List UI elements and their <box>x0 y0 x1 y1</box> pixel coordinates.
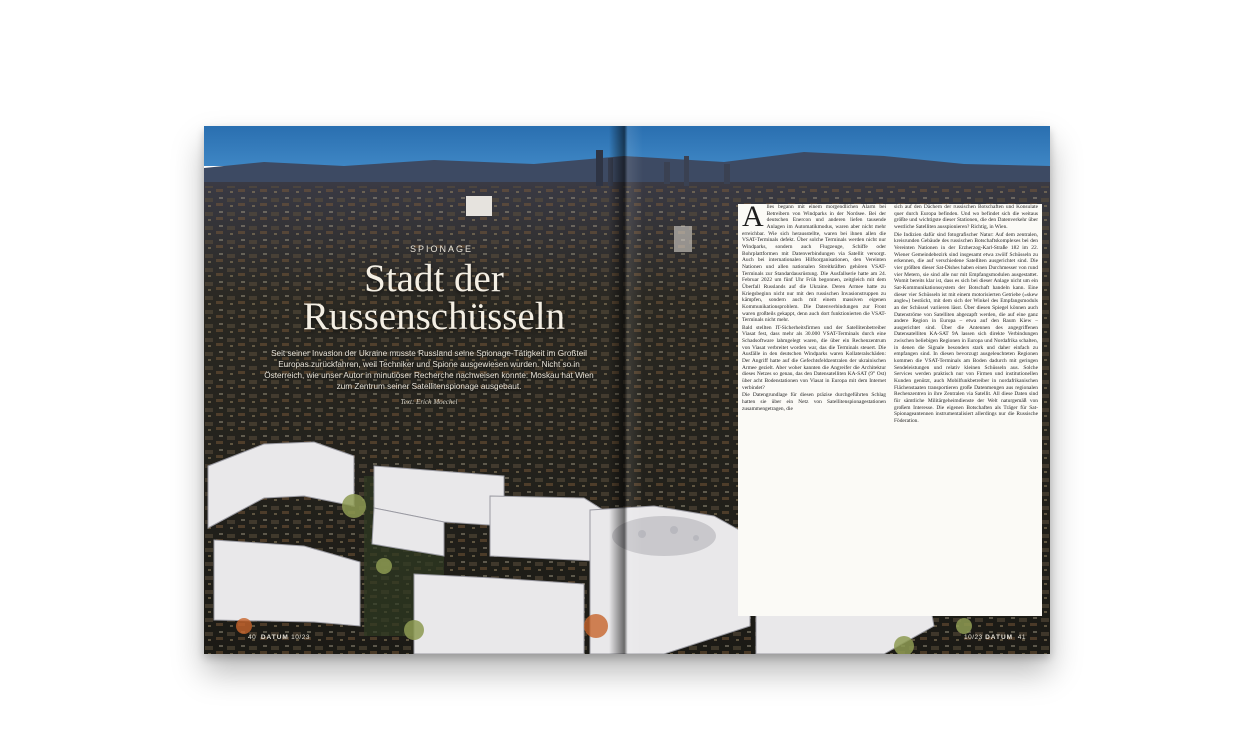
brand-logo: DATUM <box>985 634 1014 641</box>
paragraph-text: lles begann mit einem morgendlichen Alarm bei Betreibern von Windparks in der Nordsee. Bei der deutschen Enercon und anderen liefen tausende Anlagen im Automatikmodus, waren aber nicht mehr erreichbar. Wie sich herausstellte, waren bei ihnen allen die VSAT-Terminals defekt. Über solche Terminals werden nicht nur Windparks, sondern auch Flugzeuge, Schiffe oder Bohrplattformen mit Datenverbindungen via Satellit versorgt. Auch bei internationalen Hilfsorganisationen, den Vereinten Nationen und allen nationalen Streitkräften gehören VSAT-Terminals zur Standardausrüstung. Die Ausfallserie hatte am 24. Februar 2022 um fünf Uhr Früh begonnen, zeitgleich mit dem Überfall Russlands auf die Ukraine. Deren Armee hatte zu Kriegsbeginn nicht nur mit den russischen Invasionstruppen zu kämpfen, sondern auch mit einem massiven eigenen Kommunikationsproblem. Die Datenverbindungen zur Front waren großteils gekappt, denn auch dort funktionierten die VSAT-Terminals nicht mehr. <box>742 204 886 324</box>
paragraph: Die Datengrundlage für diesen präzise durchgeführten Schlag hatten sie über ein Netz von Satellitenspionagestationen zusammengetragen, die <box>742 392 886 412</box>
paragraph: sich auf den Dächern der russischen Botschaften und Konsulate quer durch Europa befinden. Und wo befindet sich die weitaus größte und wichtigste dieser Stationen, die den Datenverkehr über westliche Satelliten ausspionieren? Richtig, in Wien. <box>894 204 1038 230</box>
title-line-2: Russenschüsseln <box>302 295 566 338</box>
body-text-box <box>738 204 1042 616</box>
article-title <box>294 257 574 338</box>
brand-logo: DATUM <box>260 634 289 641</box>
issue-number: 10/23 <box>964 634 983 641</box>
left-folio <box>248 634 310 641</box>
page-number: 41 <box>1017 634 1026 641</box>
text-column-2 <box>894 204 1038 616</box>
article-lede: Seit seiner Invasion der Ukraine musste Russland seine Spionage-Tätigkeit im Großteil Europas zurückfahren, weil Techniker und Spione ausgewiesen wurden. Nicht so in Österreich, wie unser Autor in minutiöser Recherche nachweisen konnte: Moskau hat Wien zum Zentrum seiner Satellitenspionage ausgebaut. <box>264 349 594 391</box>
article-byline: Text: Erich Moechel <box>400 398 458 406</box>
text-column-1 <box>742 204 886 616</box>
drop-cap: A <box>742 204 764 233</box>
right-folio <box>964 634 1026 641</box>
spread-gutter <box>609 126 643 654</box>
title-line-1: Stadt der <box>364 257 504 300</box>
paragraph: Die Indizien dafür sind fotografischer Natur: Auf dem zentralen, kreisrunden Gebäude des russischen Botschaftskomplexes bei den Vereinten Nationen in der Erzherzog-Karl-Straße 182 im 22. Wiener Gemeindebezirk sind insgesamt etwa zwölf Schüsseln zu erkennen, die auf verschiedene Satelliten ausgerichtet sind. Die vier größten dieser Sat-Dishes haben einen Durchmesser von rund vier Metern, sie sind alle nur mit Empfangsmodulen ausgestattet. Womit bereits klar ist, dass es sich bei dieser Anlage nicht um ein Sat-Kommunikationssystem der Botschaft handeln kann. Eine dieser vier Schüsseln ist mit einem motorisierten Getriebe (»skew angle«) bestückt, mit dem sich der Winkel des Empfangsmoduls an der Schüssel variieren lässt. Über diesen Spiegel können auch Datenströme von Satelliten abgezapft werden, die auf eine ganz andere Region in Europa – etwa auf den Raum Kiew – ausgerichtet sind. Über die Antennen des angegriffenen Datensatelliten KA-SAT 9A lassen sich direkte Verbindungen zwischen beliebigen Regionen in Europa und Nordafrika schalten, in denen die Signale besonders stark und daher einfach zu empfangen sind. In diesen bevorzugt ausgeleuchteten Regionen kommen die VSAT-Terminals am Boden dadurch mit geringen Sendeleistungen und relativ kleinen Schüsseln aus. Solche Services werden praktisch nur von Firmen und institutionellen Kunden genützt, auch Mobilfunkbetreiber in nordafrikanischen Flächenstaaten transportieren große Datenmengen aus regionalen Rechenzentren in ihre Zentralen via Satellit. All diese Daten sind für sämtliche Militärgeheimdienste der Welt naturgemäß von großem Interesse. Die eigenen Botschaften als Träger für Sat-Spionageantennen instrumentalisiert allerdings nur die Russische Föderation. <box>894 231 1038 424</box>
magazine-spread <box>204 126 1050 654</box>
paragraph: Bald stellten IT-Sicherheitsfirmen und der Satellitenbetreiber Viasat fest, dass mehr als 30.000 VSAT-Terminals durch eine Schadsoftware lahmgelegt waren, die über ein Rechenzentrum von Viasat verbreitet worden war, das die Terminals steuert. Die Ausfälle in den deutschen Windparks waren Kollateralschäden: Der Angriff hatte auf die Gefechtsfeldzentralen der ukrainischen Armee gezielt. Aber woher kannten die Angreifer die Architektur dieses Netzes so genau, das den Datensatelliten KA-SAT (9° Ost) über acht Bodenstationen von Viasat in Europa mit dem Internet verbindet? <box>742 324 886 391</box>
issue-number: 10/23 <box>291 634 310 641</box>
paragraph <box>742 204 886 324</box>
page-number: 40 <box>248 634 257 641</box>
section-kicker: SPIONAGE <box>410 244 474 254</box>
